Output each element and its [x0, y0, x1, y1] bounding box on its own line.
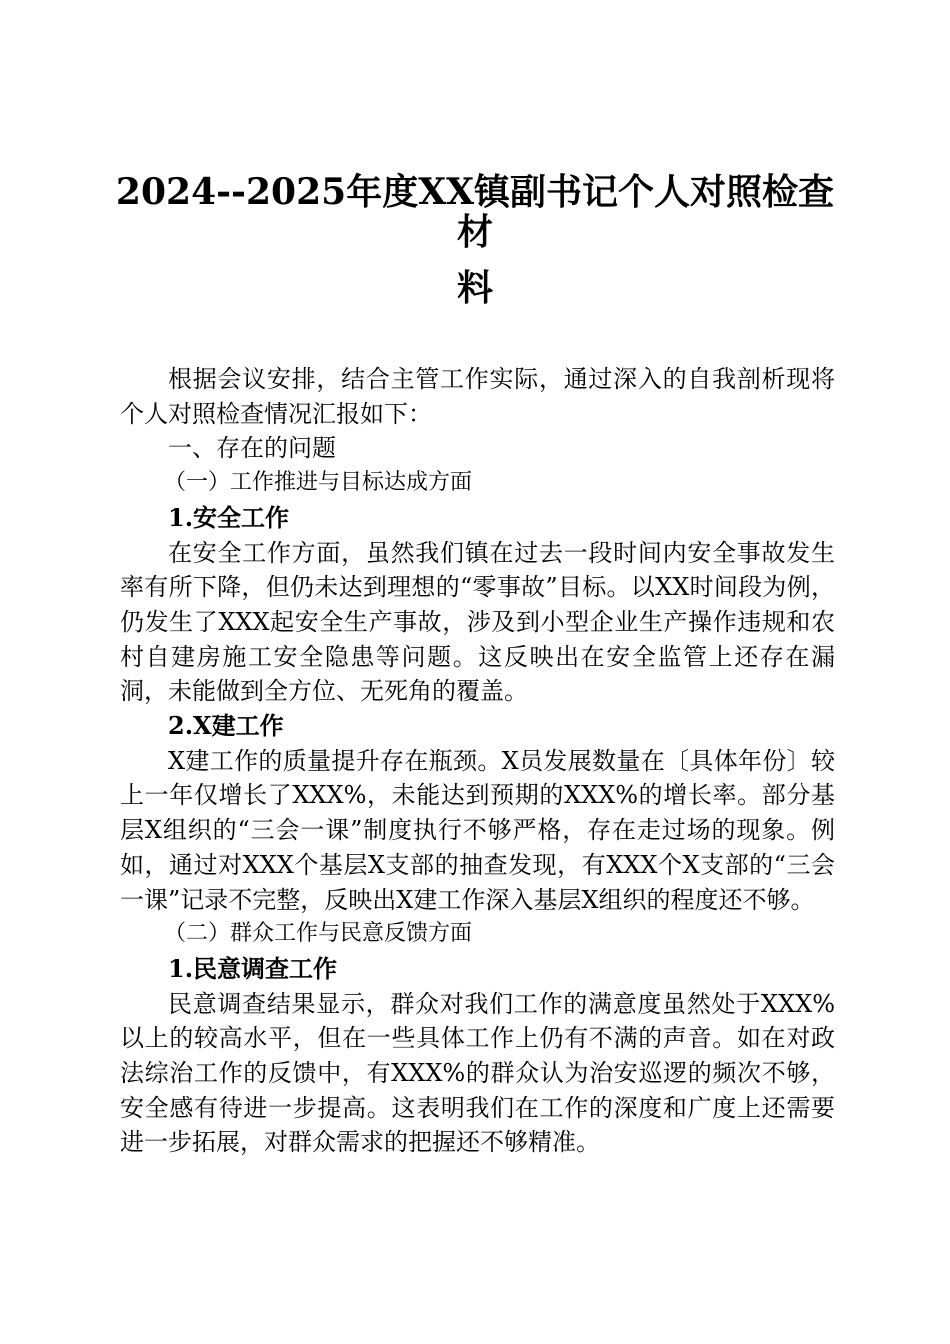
paragraph-x-building: X建工作的质量提升存在瓶颈。X员发展数量在〔具体年份〕较上一年仅增长了XXX%，未能达到预期的XXX%的增长率。部分基层X组织的“三会一课”制度执行不够严格，存在走过场的现象。例如，通过对XXX个基层X支部的抽查发现，有XXX个X支部的“三会一课”记录不完整，反映出X建工作深入基层X组织的程度还不够。 — [120, 746, 835, 914]
document-title-line-1: 2024--2025年度XX镇副书记个人对照检查材 — [115, 171, 835, 253]
subsection-heading-work-progress: （一）工作推进与目标达成方面 — [164, 470, 473, 496]
document-title-line-2: 料 — [456, 267, 493, 309]
item-heading-safety: 1.安全工作 — [168, 502, 290, 532]
paragraph-public-survey: 民意调查结果显示，群众对我们工作的满意度虽然处于XXX%以上的较高水平，但在一些具体工作上仍有不满的声音。如在对政法综治工作的反馈中，有XXX%的群众认为治安巡逻的频次不够，安全感有待进一步提高。这表明我们在工作的深度和广度上还需要进一步拓展，对群众需求的把握还不够精准。 — [120, 989, 835, 1157]
paragraph-safety: 在安全工作方面，虽然我们镇在过去一段时间内安全事故发生率有所下降，但仍未达到理想的“零事故”目标。以XX时间段为例，仍发生了XXX起安全生产事故，涉及到小型企业生产操作违规和农村自建房施工安全隐患等问题。这反映出在安全监管上还存在漏洞，未能做到全方位、无死角的覆盖。 — [120, 538, 835, 706]
intro-paragraph: 根据会议安排，结合主管工作实际，通过深入的自我剖析现将个人对照检查情况汇报如下： — [120, 365, 835, 428]
section-heading-problems: 一、存在的问题 — [168, 434, 336, 463]
subsection-heading-public-feedback: （二）群众工作与民意反馈方面 — [164, 921, 473, 947]
item-heading-public-survey: 1.民意调查工作 — [168, 953, 338, 983]
document-body — [120, 362, 835, 1160]
item-heading-x-building: 2.X建工作 — [168, 711, 284, 741]
